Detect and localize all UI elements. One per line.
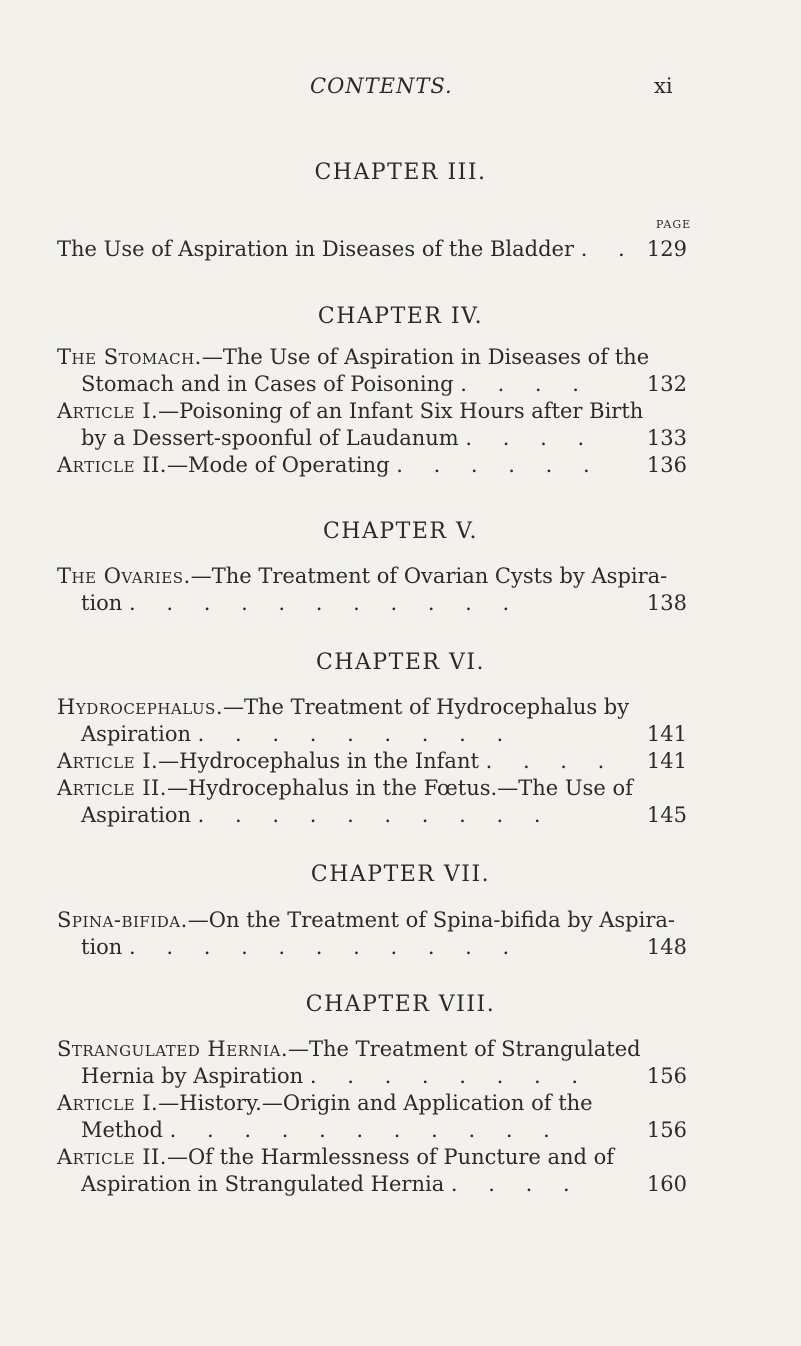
page-number: 148 (646, 935, 687, 959)
entry-lead: Spina-bifida. (57, 908, 188, 932)
toc-entry (57, 907, 687, 961)
dot-leader: . . . . . . . . . . . (129, 935, 522, 959)
entry-text: —History.—Origin and Application of the (158, 1091, 593, 1115)
chapter-heading: CHAPTER III. (314, 160, 487, 185)
page-number: 160 (646, 1172, 687, 1196)
dot-leader: . . . . . . . . (309, 1064, 591, 1088)
chapter-heading: CHAPTER VII. (310, 862, 491, 887)
toc-entry (57, 748, 687, 775)
entry-text: Hernia by Aspiration (81, 1064, 304, 1088)
entry-text: —The Treatment of Strangulated (288, 1037, 641, 1061)
chapter-heading: CHAPTER VI. (315, 650, 486, 675)
dot-leader: . . . . (460, 372, 591, 396)
entry-text: Method (81, 1118, 163, 1142)
page-number: 141 (646, 749, 687, 773)
chapter-heading: CHAPTER IV. (317, 304, 484, 329)
toc-entry (57, 236, 687, 263)
entry-lead: Article II. (57, 453, 167, 477)
toc-entry (57, 452, 687, 479)
entry-lead: Strangulated Hernia. (57, 1037, 289, 1061)
entry-text: The Use of Aspiration in Diseases of the Bladder (57, 237, 574, 261)
entry-lead: Article I. (57, 749, 159, 773)
dot-leader: . . . . (450, 1172, 582, 1196)
page-number: 136 (646, 453, 687, 477)
entry-text: tion (81, 591, 123, 615)
toc-entry (57, 398, 687, 452)
dot-leader: . . (580, 237, 637, 261)
toc-entry (57, 694, 687, 748)
entry-lead: The Stomach. (57, 345, 202, 369)
page-number: 129 (646, 237, 687, 261)
toc-entry (57, 1144, 687, 1198)
dot-leader: . . . . . . . . . . . (169, 1118, 562, 1142)
dot-leader: . . . . (485, 749, 617, 773)
entry-text: —The Treatment of Ovarian Cysts by Aspira- (190, 564, 668, 588)
dot-leader: . . . . . . . . . . . (129, 591, 522, 615)
page-column-label: PAGE (656, 218, 692, 231)
toc-entry (57, 775, 687, 829)
page-number: 156 (646, 1064, 687, 1088)
entry-lead: Article I. (57, 399, 159, 423)
page-number: 133 (646, 426, 687, 450)
entry-lead: The Ovaries. (57, 564, 191, 588)
entry-text: —The Treatment of Hydrocephalus by (223, 695, 630, 719)
toc-entry (57, 563, 687, 617)
dot-leader: . . . . . . . . . (197, 722, 516, 746)
entry-text: —Poisoning of an Infant Six Hours after Birth (158, 399, 644, 423)
toc-entry (57, 1036, 687, 1090)
entry-lead: Article I. (57, 1091, 159, 1115)
toc-entry (57, 344, 687, 398)
page-number: 132 (646, 372, 687, 396)
page-number: 141 (646, 722, 687, 746)
chapter-heading: CHAPTER V. (322, 519, 479, 544)
entry-text: —The Use of Aspiration in Diseases of the (201, 345, 650, 369)
running-head-page-number: xi (654, 74, 673, 98)
chapter-heading: CHAPTER VIII. (305, 992, 496, 1017)
dot-leader: . . . . . . . . . . (197, 803, 553, 827)
entry-text: —On the Treatment of Spina-bifida by Aspira- (187, 908, 675, 932)
dot-leader: . . . . . . (396, 453, 602, 477)
dot-leader: . . . . (465, 426, 597, 450)
entry-text: Stomach and in Cases of Poisoning (81, 372, 454, 396)
entry-text: Aspiration (81, 722, 191, 746)
running-head (0, 74, 801, 114)
page-number: 156 (646, 1118, 687, 1142)
entry-text: —Of the Harmlessness of Puncture and of (166, 1145, 615, 1169)
running-head-title: CONTENTS. (310, 74, 453, 98)
entry-lead: Article II. (57, 1145, 167, 1169)
entry-text: Aspiration (81, 803, 191, 827)
entry-lead: Article II. (57, 776, 167, 800)
entry-text: —Hydrocephalus in the Infant (158, 749, 479, 773)
entry-lead: Hydrocephalus. (57, 695, 223, 719)
page-number: 138 (646, 591, 687, 615)
page-number: 145 (646, 803, 687, 827)
toc-entry (57, 1090, 687, 1144)
entry-text: by a Dessert-spoonful of Laudanum (81, 426, 459, 450)
entry-text: Aspiration in Strangulated Hernia (81, 1172, 445, 1196)
entry-text: tion (81, 935, 123, 959)
entry-text: —Hydrocephalus in the Fœtus.—The Use of (166, 776, 633, 800)
entry-text: —Mode of Operating (166, 453, 390, 477)
